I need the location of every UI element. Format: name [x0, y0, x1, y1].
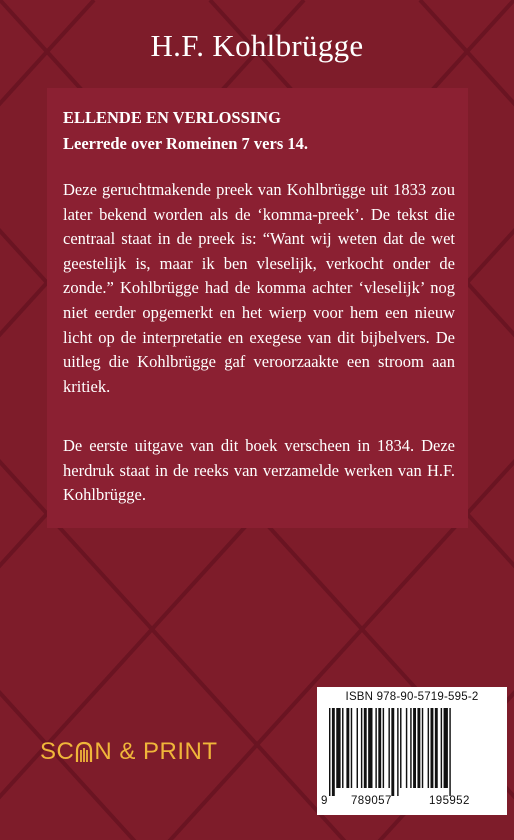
- publisher-name-part1: SC: [40, 738, 75, 765]
- barcode-digits: [317, 791, 507, 811]
- book-subtitle: Leerrede over Romeinen 7 vers 14.: [63, 134, 308, 153]
- title-block: [63, 105, 308, 157]
- barcode-digits-left: 789057: [351, 795, 392, 807]
- barcode-digit-first: 9: [321, 795, 328, 807]
- book-title: ELLENDE EN VERLOSSING: [63, 108, 281, 127]
- isbn-label: ISBN 978-90-5719-595-2: [345, 691, 479, 703]
- isbn-barcode: [317, 687, 507, 815]
- book-arch-icon: [75, 741, 93, 763]
- author-name: H.F. Kohlbrügge: [150, 28, 364, 63]
- blurb-paragraph-1: Deze geruchtmakende preek van Kohlbrügge uit 1833 zou later bekend worden als de ‘komma-preek’. De tekst die centraal staat in de preek is: “Want wij weten dat de wet geestelijk is, maar ik ben vleselijk, verkocht onder de zonde.” Kohlbrügge had de komma achter ‘vleselijk’ nog niet eerder opgemerkt en het wierp voor hem een nieuw licht op de interpretatie en exegese van dit bijbelvers. De uitleg die Kohlbrügge gaf veroorzaakte een stroom aan kritiek.: [63, 180, 455, 396]
- publisher-name-part2: N & PRINT: [94, 738, 218, 765]
- barcode-bars: [329, 708, 501, 796]
- barcode-digits-right: 195952: [429, 795, 470, 807]
- publisher-logo: [40, 735, 218, 769]
- blurb-paragraph-2: De eerste uitgave van dit boek verscheen in 1834. Deze herdruk staat in de reeks van verzamelde werken van H.F. Kohlbrügge.: [63, 436, 455, 505]
